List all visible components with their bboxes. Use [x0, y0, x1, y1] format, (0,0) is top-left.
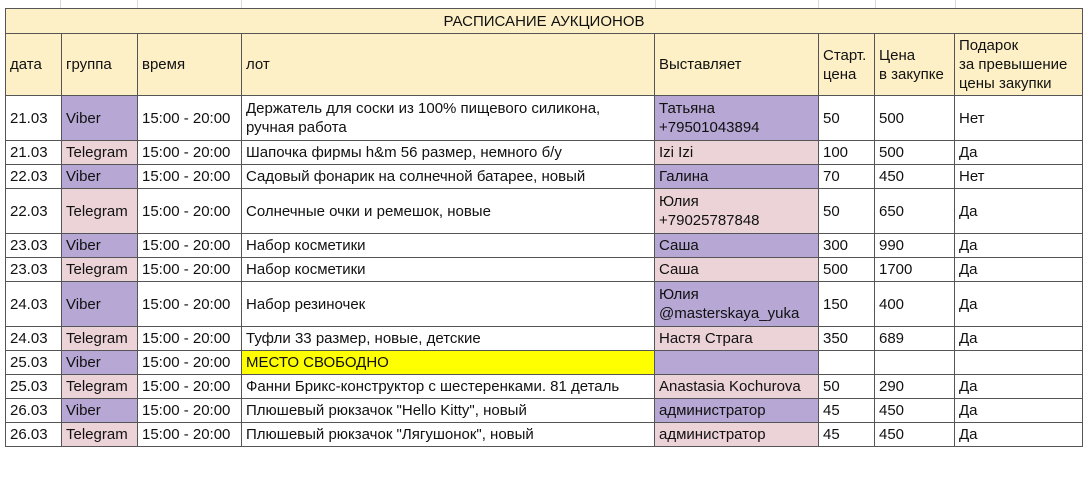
cell-date: 21.03 — [6, 141, 62, 165]
table-row — [6, 282, 1083, 327]
table-row — [6, 399, 1083, 423]
cell-purchase-price: 689 — [875, 327, 955, 351]
cell-start-price: 300 — [819, 234, 875, 258]
cell-gift: Нет — [955, 165, 1083, 189]
cell-start-price: 50 — [819, 375, 875, 399]
cell-start-price: 45 — [819, 399, 875, 423]
cell-lot: Фанни Брикс-конструктор с шестеренками. 81 деталь — [242, 375, 655, 399]
table-row — [6, 141, 1083, 165]
cell-lot: Набор косметики — [242, 258, 655, 282]
header-seller: Выставляет — [655, 34, 819, 96]
cell-group: Viber — [62, 351, 138, 375]
cell-lot: МЕСТО СВОБОДНО — [242, 351, 655, 375]
cell-group: Telegram — [62, 141, 138, 165]
cell-seller: Anastasia Kochurova — [655, 375, 819, 399]
cell-time: 15:00 - 20:00 — [138, 165, 242, 189]
cell-start-price: 50 — [819, 189, 875, 234]
cell-date: 22.03 — [6, 165, 62, 189]
cell-purchase-price: 450 — [875, 423, 955, 447]
cell-time: 15:00 - 20:00 — [138, 327, 242, 351]
cell-seller: администратор — [655, 399, 819, 423]
cell-purchase-price: 500 — [875, 141, 955, 165]
header-lot: лот — [242, 34, 655, 96]
cell-group: Telegram — [62, 375, 138, 399]
cell-time: 15:00 - 20:00 — [138, 282, 242, 327]
cell-time: 15:00 - 20:00 — [138, 399, 242, 423]
cell-group: Telegram — [62, 423, 138, 447]
table-row — [6, 96, 1083, 141]
header-row — [6, 34, 1083, 96]
cell-start-price: 70 — [819, 165, 875, 189]
cell-start-price: 350 — [819, 327, 875, 351]
cell-seller: Izi Izi — [655, 141, 819, 165]
cell-time: 15:00 - 20:00 — [138, 96, 242, 141]
cell-lot: Набор косметики — [242, 234, 655, 258]
cell-start-price: 50 — [819, 96, 875, 141]
cell-lot: Солнечные очки и ремешок, новые — [242, 189, 655, 234]
cell-purchase-price: 990 — [875, 234, 955, 258]
cell-seller: Саша — [655, 234, 819, 258]
cell-date: 26.03 — [6, 423, 62, 447]
table-row — [6, 375, 1083, 399]
cell-time: 15:00 - 20:00 — [138, 258, 242, 282]
cell-time: 15:00 - 20:00 — [138, 375, 242, 399]
cell-seller: Настя Страга — [655, 327, 819, 351]
cell-lot: Плюшевый рюкзачок "Hello Kitty", новый — [242, 399, 655, 423]
table-row — [6, 327, 1083, 351]
table-row — [6, 165, 1083, 189]
cell-lot: Набор резиночек — [242, 282, 655, 327]
table-row — [6, 351, 1083, 375]
table-row — [6, 258, 1083, 282]
cell-date: 24.03 — [6, 282, 62, 327]
cell-gift: Да — [955, 327, 1083, 351]
cell-group: Viber — [62, 234, 138, 258]
table-row — [6, 189, 1083, 234]
cell-group: Viber — [62, 282, 138, 327]
cell-seller: Галина — [655, 165, 819, 189]
cell-date: 23.03 — [6, 234, 62, 258]
cell-group: Viber — [62, 96, 138, 141]
cell-lot: Плюшевый рюкзачок "Лягушонок", новый — [242, 423, 655, 447]
cell-date: 23.03 — [6, 258, 62, 282]
cell-lot: Туфли 33 размер, новые, детские — [242, 327, 655, 351]
cell-gift: Да — [955, 282, 1083, 327]
cell-group: Viber — [62, 165, 138, 189]
cell-seller: Татьяна +79501043894 — [655, 96, 819, 141]
cell-gift: Нет — [955, 96, 1083, 141]
cell-lot: Садовый фонарик на солнечной батарее, новый — [242, 165, 655, 189]
header-purchase-price: Цена в закупке — [875, 34, 955, 96]
cell-purchase-price: 500 — [875, 96, 955, 141]
cell-gift: Да — [955, 234, 1083, 258]
header-gift: Подарок за превышение цены закупки — [955, 34, 1083, 96]
cell-seller: администратор — [655, 423, 819, 447]
cell-gift: Да — [955, 258, 1083, 282]
cell-seller: Юлия +79025787848 — [655, 189, 819, 234]
cell-purchase-price: 450 — [875, 165, 955, 189]
cell-gift: Да — [955, 375, 1083, 399]
table-title: РАСПИСАНИЕ АУКЦИОНОВ — [6, 9, 1083, 34]
cell-lot: Шапочка фирмы h&m 56 размер, немного б/у — [242, 141, 655, 165]
header-date: дата — [6, 34, 62, 96]
cell-group: Viber — [62, 399, 138, 423]
table-row — [6, 423, 1083, 447]
cell-start-price: 45 — [819, 423, 875, 447]
cell-date: 22.03 — [6, 189, 62, 234]
cell-purchase-price: 1700 — [875, 258, 955, 282]
auction-schedule-table — [5, 8, 1083, 447]
cell-date: 26.03 — [6, 399, 62, 423]
cell-time: 15:00 - 20:00 — [138, 423, 242, 447]
cell-time: 15:00 - 20:00 — [138, 234, 242, 258]
grid-top-strip — [0, 0, 1086, 8]
cell-group: Telegram — [62, 258, 138, 282]
cell-purchase-price — [875, 351, 955, 375]
cell-gift: Да — [955, 189, 1083, 234]
cell-time: 15:00 - 20:00 — [138, 351, 242, 375]
header-time: время — [138, 34, 242, 96]
cell-purchase-price: 400 — [875, 282, 955, 327]
cell-date: 25.03 — [6, 375, 62, 399]
cell-date: 21.03 — [6, 96, 62, 141]
cell-seller: Юлия @masterskaya_yuka — [655, 282, 819, 327]
cell-gift: Да — [955, 423, 1083, 447]
cell-lot: Держатель для соски из 100% пищевого силикона, ручная работа — [242, 96, 655, 141]
cell-purchase-price: 450 — [875, 399, 955, 423]
cell-start-price — [819, 351, 875, 375]
cell-seller: Саша — [655, 258, 819, 282]
cell-group: Telegram — [62, 327, 138, 351]
cell-date: 25.03 — [6, 351, 62, 375]
header-group: группа — [62, 34, 138, 96]
cell-gift: Да — [955, 141, 1083, 165]
cell-gift — [955, 351, 1083, 375]
header-start-price: Старт. цена — [819, 34, 875, 96]
cell-group: Telegram — [62, 189, 138, 234]
cell-seller — [655, 351, 819, 375]
cell-purchase-price: 650 — [875, 189, 955, 234]
cell-start-price: 150 — [819, 282, 875, 327]
cell-time: 15:00 - 20:00 — [138, 189, 242, 234]
cell-start-price: 100 — [819, 141, 875, 165]
cell-gift: Да — [955, 399, 1083, 423]
cell-date: 24.03 — [6, 327, 62, 351]
cell-time: 15:00 - 20:00 — [138, 141, 242, 165]
cell-purchase-price: 290 — [875, 375, 955, 399]
table-row — [6, 234, 1083, 258]
cell-start-price: 500 — [819, 258, 875, 282]
